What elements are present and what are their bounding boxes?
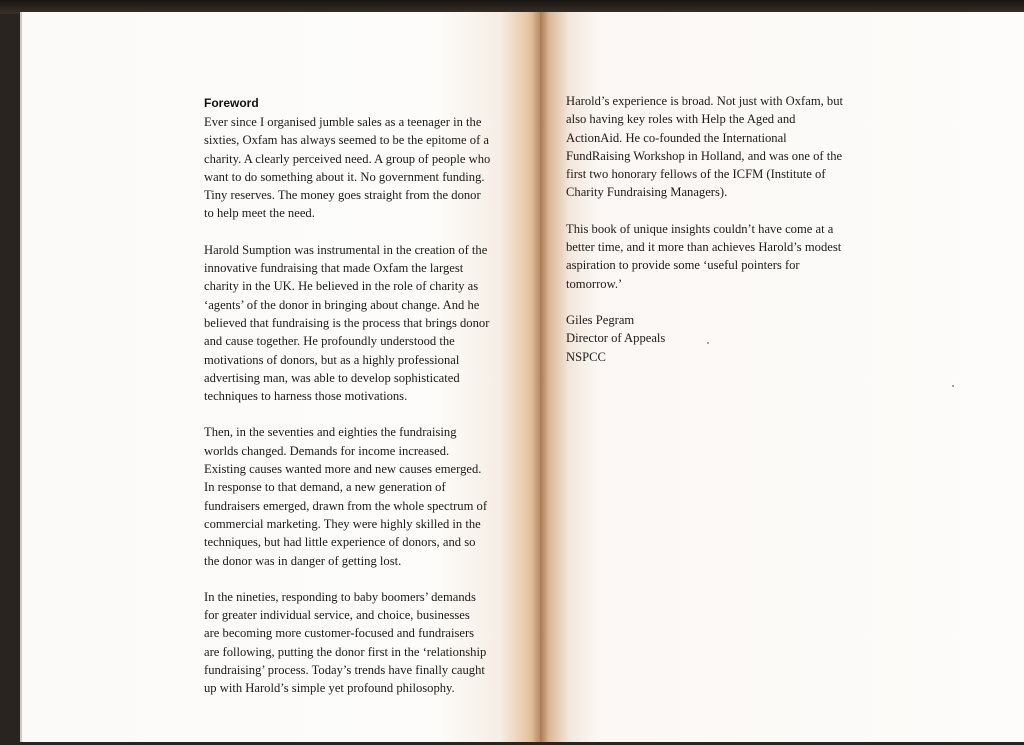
- book-gutter: [532, 12, 548, 742]
- paragraph: [566, 92, 876, 202]
- text-line: the donor was in danger of getting lost.: [204, 553, 402, 568]
- scan-speck: [952, 385, 954, 387]
- text-line: Ever since I organised jumble sales as a teenager in the: [204, 115, 482, 129]
- foreword-heading: Foreword: [204, 96, 259, 110]
- paragraph: [204, 423, 514, 569]
- paragraph: [566, 220, 876, 293]
- right-text-column: [566, 92, 876, 366]
- right-paragraphs: [566, 92, 876, 293]
- text-line: techniques, but had little experience of donors, and so: [204, 535, 476, 550]
- text-line: worlds changed. Demands for income increased.: [204, 443, 450, 458]
- text-line: commercial marketing. They were highly skilled in the: [204, 516, 481, 531]
- signature-title: Director of Appeals: [566, 331, 666, 346]
- text-line: FundRaising Workshop in Holland, and was one of the: [566, 148, 843, 163]
- text-line: Tiny reserves. The money goes straight from the donor: [204, 188, 481, 203]
- text-line: In the nineties, responding to baby boomers’ demands: [204, 589, 476, 604]
- text-line: to help meet the need.: [204, 206, 315, 221]
- left-text-column: [204, 94, 514, 716]
- paragraph: [204, 588, 514, 698]
- text-line: fundraising’ process. Today’s trends have finally caught: [204, 663, 485, 678]
- text-line: In response to that demand, a new generation of: [204, 480, 446, 495]
- right-page: [540, 12, 1024, 742]
- left-paragraphs: [204, 113, 514, 698]
- text-line: techniques to harness those motivations.: [204, 389, 408, 404]
- left-page: [20, 12, 542, 742]
- text-line: better time, and it more than achieves Harold’s modest: [566, 240, 842, 255]
- text-line: ‘agents’ of the donor in bringing about change. And he: [204, 297, 480, 312]
- text-line: innovative fundraising that made Oxfam the largest: [204, 261, 464, 276]
- text-line: This book of unique insights couldn’t have come at a: [566, 221, 834, 236]
- text-line: are becoming more customer-focused and fundraisers: [204, 626, 475, 641]
- text-line: and cause together. He profoundly understood the: [204, 334, 455, 349]
- scan-speck: [707, 342, 709, 344]
- text-line: Existing causes wanted more and new causes emerged.: [204, 462, 482, 477]
- text-line: charity. A clearly perceived need. A group of people who: [204, 151, 491, 166]
- text-line: sixties, Oxfam has always seemed to be the epitome of a: [204, 133, 490, 148]
- text-line: fundraisers emerged, drawn from the whole spectrum of: [204, 498, 488, 513]
- signature-name: Giles Pegram: [566, 312, 635, 327]
- signature-block: [566, 311, 876, 366]
- text-line: up with Harold’s simple yet profound philosophy.: [204, 681, 455, 696]
- text-line: first two honorary fellows of the ICFM (Institute of: [566, 167, 826, 182]
- paragraph: [204, 113, 514, 223]
- text-line: motivations of donors, but as a highly professional: [204, 352, 460, 367]
- text-line: aspiration to provide some ‘useful pointers for: [566, 258, 800, 273]
- paragraph: [204, 241, 514, 406]
- text-line: advertising man, was able to develop sophisticated: [204, 370, 460, 385]
- text-line: for greater individual service, and choice, businesses: [204, 608, 470, 623]
- text-line: charity in the UK. He believed in the role of charity as: [204, 279, 479, 294]
- text-line: are following, putting the donor first in the ‘relationship: [204, 644, 487, 659]
- text-line: believed that fundraising is the process that brings donor: [204, 315, 490, 330]
- text-line: also having key roles with Help the Aged and: [566, 112, 796, 127]
- text-line: Harold Sumption was instrumental in the creation of the: [204, 242, 488, 257]
- text-line: want to do something about it. No government funding.: [204, 169, 485, 184]
- text-line: ActionAid. He co-founded the International: [566, 130, 787, 145]
- text-line: tomorrow.’: [566, 276, 623, 291]
- text-line: Charity Fundraising Managers).: [566, 185, 728, 200]
- signature-organisation: NSPCC: [566, 349, 606, 364]
- text-line: Harold’s experience is broad. Not just with Oxfam, but: [566, 94, 844, 108]
- text-line: Then, in the seventies and eighties the fundraising: [204, 425, 457, 440]
